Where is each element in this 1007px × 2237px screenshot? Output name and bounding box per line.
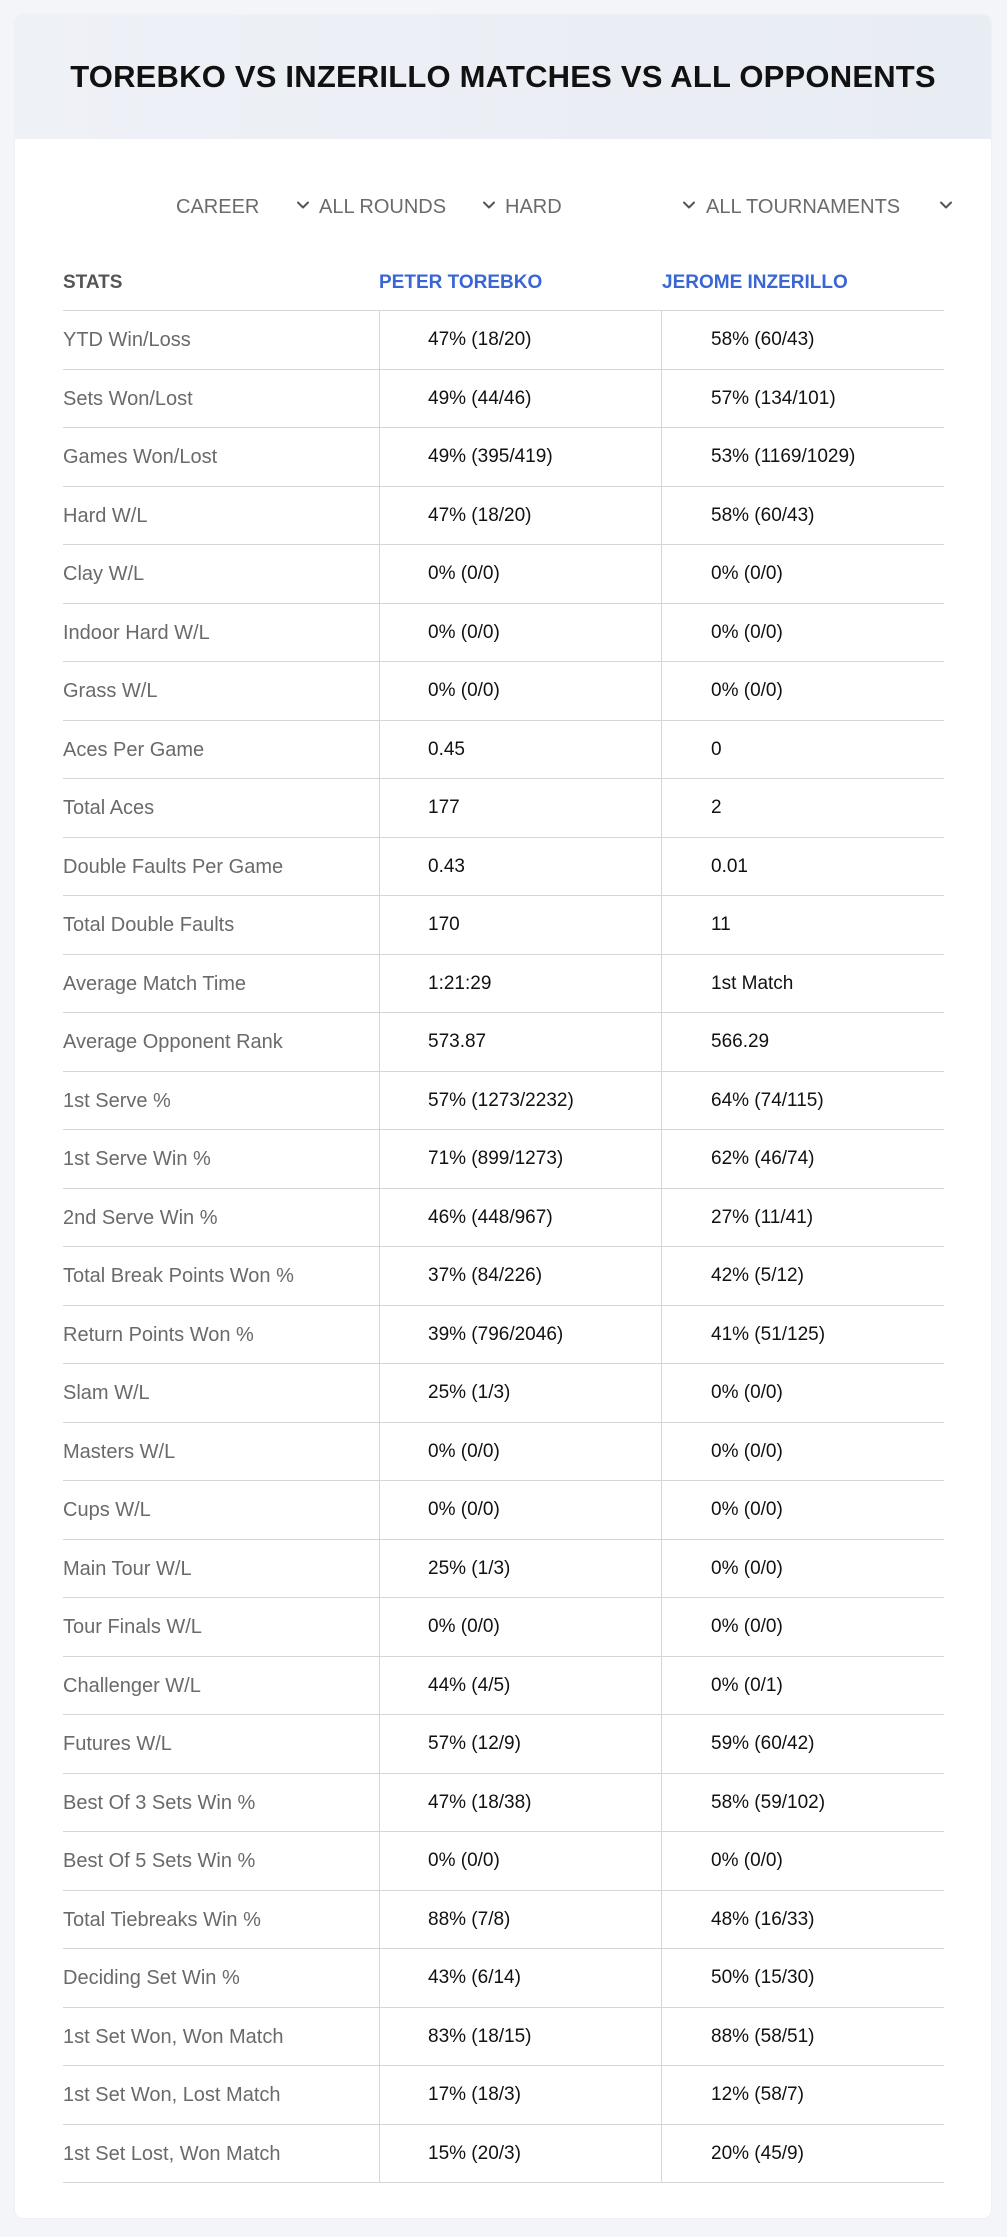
player2-stat-value: 58% (59/102) (711, 1791, 826, 1813)
period-select-value: CAREER (176, 195, 260, 218)
table-row (63, 545, 944, 604)
column-divider (379, 1364, 380, 1423)
column-divider (661, 1598, 662, 1657)
player2-stat-value: 0 (711, 738, 722, 760)
column-divider (379, 2125, 380, 2184)
player2-stat-value: 0% (0/0) (711, 1616, 783, 1637)
table-row (63, 487, 944, 546)
player1-stat-value: 25% (1/3) (428, 1557, 511, 1579)
player1-stat-value: 88% (7/8) (428, 1908, 511, 1930)
stat-label: Tour Finals W/L (63, 1616, 202, 1638)
player2-stat-value: 57% (134/101) (711, 387, 836, 409)
player1-stat-value: 43% (6/14) (428, 1967, 521, 1988)
stat-label: Total Break Points Won % (63, 1265, 294, 1287)
player2-stat-value: 0% (0/0) (711, 1382, 783, 1403)
player1-stat-value: 0.45 (428, 738, 465, 760)
column-divider (379, 1774, 380, 1833)
column-divider (379, 1598, 380, 1657)
column-divider (379, 1130, 380, 1189)
player1-stat-value: 37% (84/226) (428, 1265, 543, 1286)
table-row (63, 1598, 944, 1657)
column-divider (379, 1540, 380, 1599)
column-divider (661, 1832, 662, 1891)
player2-column-header[interactable]: JEROME INZERILLO (662, 272, 848, 293)
stat-label: Challenger W/L (63, 1674, 201, 1697)
stat-label: Best Of 3 Sets Win % (63, 1791, 256, 1814)
player2-stat-value: 0.01 (711, 855, 748, 877)
stat-label: Return Points Won % (63, 1323, 254, 1346)
column-divider (661, 1189, 662, 1248)
player1-stat-value: 71% (899/1273) (428, 1148, 564, 1169)
table-row (63, 1306, 944, 1365)
column-divider (661, 1715, 662, 1774)
stat-label: Sets Won/Lost (63, 387, 193, 410)
stat-label: Grass W/L (63, 680, 158, 702)
player2-stat-value: 0% (0/0) (711, 1557, 783, 1579)
column-divider (379, 1481, 380, 1540)
stats-card (15, 15, 991, 2218)
player1-stat-value: 0% (0/0) (428, 680, 500, 701)
player1-column-header[interactable]: PETER TOREBKO (379, 272, 543, 293)
stat-label: Total Double Faults (63, 914, 235, 936)
stat-label: 1st Serve Win % (63, 1148, 211, 1170)
stat-label: Clay W/L (63, 563, 145, 585)
column-divider (661, 1423, 662, 1482)
stat-label: Total Aces (63, 797, 155, 819)
chevron-down-icon (938, 197, 954, 213)
column-divider (379, 370, 380, 429)
table-row (63, 1364, 944, 1423)
column-divider (661, 721, 662, 780)
table-row (63, 779, 944, 838)
player1-stat-value: 0% (0/0) (428, 1616, 500, 1637)
stat-label: Main Tour W/L (63, 1557, 192, 1580)
column-divider (661, 311, 662, 370)
player2-stat-value: 0% (0/1) (711, 1674, 783, 1696)
table-row (63, 838, 944, 897)
card-header (15, 15, 991, 139)
player1-stat-value: 0% (0/0) (428, 1850, 500, 1871)
player2-stat-value: 50% (15/30) (711, 1967, 815, 1988)
player1-stat-value: 47% (18/20) (428, 329, 532, 350)
stat-label: YTD Win/Loss (63, 329, 191, 351)
column-divider (379, 955, 380, 1014)
column-divider (661, 1306, 662, 1365)
round-select[interactable] (319, 187, 499, 227)
player2-stat-value: 566.29 (711, 1031, 770, 1052)
player1-stat-value: 0.43 (428, 855, 465, 877)
table-row (63, 896, 944, 955)
tournament-select-value: ALL TOURNAMENTS (706, 195, 901, 218)
table-row (63, 1013, 944, 1072)
tournament-select[interactable] (706, 187, 956, 227)
column-divider (379, 1247, 380, 1306)
column-divider (661, 1657, 662, 1716)
table-row (63, 1891, 944, 1950)
column-divider (661, 955, 662, 1014)
table-row (63, 1130, 944, 1189)
column-divider (661, 2125, 662, 2184)
player2-stat-value: 64% (74/115) (711, 1089, 824, 1111)
table-row (63, 1540, 944, 1599)
column-divider (379, 428, 380, 487)
stat-label: 1st Set Won, Won Match (63, 2025, 284, 2048)
stat-label: 1st Set Lost, Won Match (63, 2142, 281, 2165)
player1-stat-value: 15% (20/3) (428, 2142, 521, 2164)
table-row (63, 2066, 944, 2125)
column-divider (379, 1891, 380, 1950)
column-divider (661, 545, 662, 604)
stat-label: Average Match Time (63, 972, 247, 995)
player2-stat-value: 62% (46/74) (711, 1148, 815, 1169)
table-row (63, 1774, 944, 1833)
table-row (63, 662, 944, 721)
round-select-value: ALL ROUNDS (319, 195, 447, 218)
player2-stat-value: 41% (51/125) (711, 1323, 826, 1345)
period-select[interactable] (176, 187, 311, 227)
column-divider (379, 1189, 380, 1248)
player1-stat-value: 177 (428, 797, 460, 818)
column-divider (661, 1949, 662, 2008)
player2-stat-value: 0% (0/0) (711, 563, 783, 584)
stat-label: Best Of 5 Sets Win % (63, 1850, 256, 1872)
chevron-down-icon (295, 197, 311, 213)
column-divider (379, 1832, 380, 1891)
table-row (63, 2125, 944, 2184)
page-title: TOREBKO VS INZERILLO MATCHES VS ALL OPPONENTS (70, 59, 936, 94)
table-row (63, 1949, 944, 2008)
column-divider (661, 1072, 662, 1131)
table-row (63, 370, 944, 429)
player1-stat-value: 44% (4/5) (428, 1674, 511, 1696)
player1-stat-value: 0% (0/0) (428, 563, 500, 584)
column-divider (661, 1247, 662, 1306)
stat-label: Aces Per Game (63, 738, 205, 761)
column-divider (379, 1013, 380, 1072)
player2-stat-value: 0% (0/0) (711, 621, 783, 643)
column-divider (661, 487, 662, 546)
player2-stat-value: 2 (711, 797, 722, 818)
stats-column-header: STATS (63, 272, 123, 293)
player1-stat-value: 57% (12/9) (428, 1733, 521, 1754)
column-divider (661, 2066, 662, 2125)
table-row (63, 1423, 944, 1482)
player1-stat-value: 57% (1273/2232) (428, 1089, 574, 1111)
chevron-down-icon (481, 197, 497, 213)
column-divider (379, 545, 380, 604)
table-row (63, 1832, 944, 1891)
column-divider (379, 662, 380, 721)
column-divider (661, 1540, 662, 1599)
player2-stat-value: 27% (11/41) (711, 1206, 814, 1228)
stat-label: Indoor Hard W/L (63, 621, 210, 644)
player2-stat-value: 0% (0/0) (711, 680, 783, 701)
column-divider (379, 1072, 380, 1131)
column-divider (661, 370, 662, 429)
column-divider (661, 896, 662, 955)
column-divider (661, 1481, 662, 1540)
column-divider (379, 838, 380, 897)
player2-stat-value: 12% (58/7) (711, 2084, 804, 2105)
filter-bar (15, 187, 991, 227)
stat-label: Average Opponent Rank (63, 1031, 283, 1053)
column-divider (379, 604, 380, 663)
column-divider (379, 311, 380, 370)
player1-stat-value: 83% (18/15) (428, 2025, 532, 2047)
column-divider (379, 1306, 380, 1365)
column-divider (661, 428, 662, 487)
stat-label: Double Faults Per Game (63, 855, 284, 878)
player1-stat-value: 573.87 (428, 1031, 487, 1052)
column-divider (379, 1949, 380, 2008)
table-row (63, 1657, 944, 1716)
player2-stat-value: 88% (58/51) (711, 2025, 815, 2047)
column-divider (661, 779, 662, 838)
table-row (63, 604, 944, 663)
stat-label: Futures W/L (63, 1733, 172, 1755)
player1-stat-value: 49% (44/46) (428, 387, 532, 409)
column-divider (661, 662, 662, 721)
surface-select[interactable] (505, 187, 700, 227)
column-divider (661, 2008, 662, 2067)
column-divider (379, 896, 380, 955)
player2-stat-value: 48% (16/33) (711, 1908, 815, 1930)
stat-label: 2nd Serve Win % (63, 1206, 218, 1229)
column-divider (379, 1423, 380, 1482)
table-header (63, 265, 944, 301)
player1-stat-value: 39% (796/2046) (428, 1323, 564, 1345)
player1-stat-value: 25% (1/3) (428, 1382, 511, 1403)
surface-select-value: HARD (505, 195, 562, 218)
stat-label: Slam W/L (63, 1382, 150, 1404)
player1-stat-value: 1:21:29 (428, 972, 492, 994)
column-divider (379, 487, 380, 546)
column-divider (379, 721, 380, 780)
player1-stat-value: 0% (0/0) (428, 621, 500, 643)
player2-stat-value: 20% (45/9) (711, 2142, 804, 2164)
stats-table (63, 310, 944, 2183)
player1-stat-value: 49% (395/419) (428, 446, 553, 467)
stat-label: 1st Set Won, Lost Match (63, 2084, 281, 2106)
column-divider (379, 1715, 380, 1774)
player2-stat-value: 58% (60/43) (711, 329, 815, 350)
column-divider (661, 1013, 662, 1072)
column-divider (379, 2008, 380, 2067)
table-row (63, 311, 944, 370)
player1-stat-value: 17% (18/3) (428, 2084, 521, 2105)
player2-stat-value: 0% (0/0) (711, 1499, 783, 1520)
player1-stat-value: 170 (428, 914, 460, 935)
player1-stat-value: 0% (0/0) (428, 1499, 500, 1520)
stat-label: Total Tiebreaks Win % (63, 1908, 261, 1931)
table-row (63, 1247, 944, 1306)
player2-stat-value: 53% (1169/1029) (711, 446, 856, 467)
stat-label: Deciding Set Win % (63, 1967, 240, 1989)
player2-stat-value: 11 (711, 914, 731, 935)
table-row (63, 1189, 944, 1248)
table-row (63, 955, 944, 1014)
player2-stat-value: 0% (0/0) (711, 1850, 783, 1871)
table-row (63, 721, 944, 780)
player2-stat-value: 42% (5/12) (711, 1265, 804, 1286)
stat-label: Masters W/L (63, 1440, 176, 1463)
table-row (63, 428, 944, 487)
column-divider (661, 1364, 662, 1423)
stat-label: Hard W/L (63, 504, 148, 527)
stat-label: 1st Serve % (63, 1089, 171, 1112)
column-divider (661, 1130, 662, 1189)
player2-stat-value: 59% (60/42) (711, 1733, 815, 1754)
player2-stat-value: 1st Match (711, 972, 794, 994)
player1-stat-value: 46% (448/967) (428, 1206, 553, 1228)
column-divider (379, 779, 380, 838)
player1-stat-value: 0% (0/0) (428, 1440, 500, 1462)
player2-stat-value: 0% (0/0) (711, 1440, 783, 1462)
column-divider (661, 604, 662, 663)
column-divider (379, 2066, 380, 2125)
player1-stat-value: 47% (18/20) (428, 504, 532, 526)
column-divider (661, 1891, 662, 1950)
table-row (63, 1715, 944, 1774)
table-row (63, 1481, 944, 1540)
stat-label: Games Won/Lost (63, 446, 218, 468)
chevron-down-icon (681, 197, 697, 213)
table-row (63, 2008, 944, 2067)
column-divider (661, 1774, 662, 1833)
stat-label: Cups W/L (63, 1499, 151, 1521)
column-divider (379, 1657, 380, 1716)
table-row (63, 1072, 944, 1131)
player1-stat-value: 47% (18/38) (428, 1791, 532, 1813)
player2-stat-value: 58% (60/43) (711, 504, 815, 526)
column-divider (661, 838, 662, 897)
